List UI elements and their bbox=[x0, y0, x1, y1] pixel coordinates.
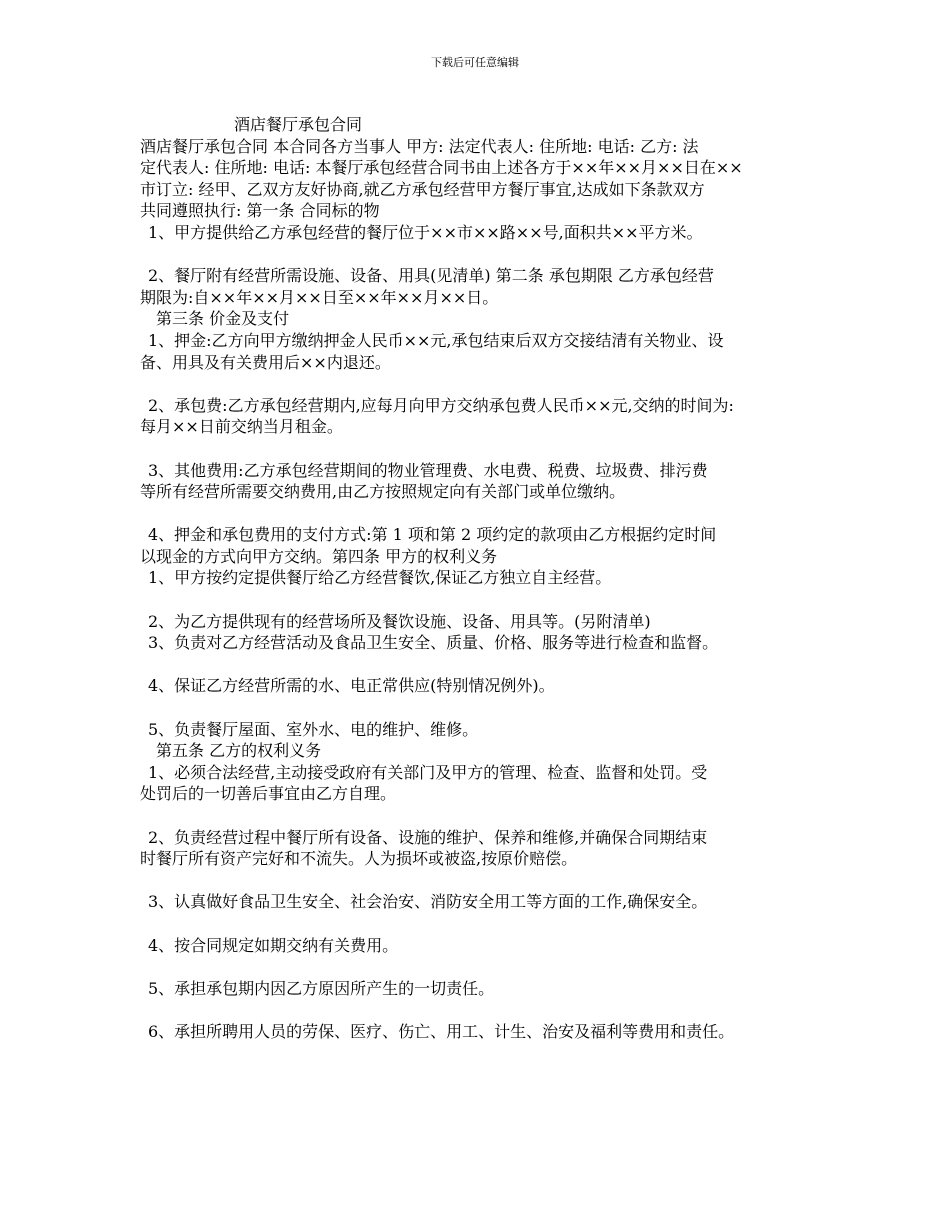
document-line: 定代表人: 住所地: 电话: 本餐厅承包经营合同书由上述各方于××年××月××日在×× bbox=[140, 158, 743, 178]
document-line: 备、用具及有关费用后××内退还。 bbox=[140, 352, 391, 372]
document-line: 第五条 乙方的权利义务 bbox=[156, 741, 322, 761]
document-line: 时餐厅所有资产完好和不流失。人为损坏或被盗,按原价赔偿。 bbox=[140, 849, 578, 869]
document-line: 每月××日前交纳当月租金。 bbox=[140, 417, 343, 437]
document-line: 以现金的方式向甲方交纳。第四条 甲方的权利义务 bbox=[140, 546, 498, 566]
document-line: 5、负责餐厅屋面、室外水、电的维护、维修。 bbox=[148, 719, 479, 739]
document-body bbox=[140, 114, 840, 1043]
document-line: 共同遵照执行: 第一条 合同标的物 bbox=[140, 201, 380, 221]
document-line: 1、甲方按约定提供餐厅给乙方经营餐饮,保证乙方独立自主经营。 bbox=[148, 568, 612, 588]
document-line: 4、保证乙方经营所需的水、电正常供应(特别情况例外)。 bbox=[148, 676, 555, 696]
document-line: 3、其他费用:乙方承包经营期间的物业管理费、水电费、税费、垃圾费、排污费 bbox=[148, 460, 708, 480]
document-line: 处罚后的一切善后事宜由乙方自理。 bbox=[140, 784, 397, 804]
document-line: 3、负责对乙方经营活动及食品卫生安全、质量、价格、服务等进行检查和监督。 bbox=[148, 633, 719, 653]
document-line: 第三条 价金及支付 bbox=[156, 309, 290, 329]
document-line: 2、负责经营过程中餐厅所有设备、设施的维护、保养和维修,并确保合同期结束 bbox=[148, 827, 708, 847]
page-header: 下载后可任意编辑 bbox=[431, 56, 519, 69]
document-title: 酒店餐厅承包合同 bbox=[234, 115, 363, 134]
document-line: 酒店餐厅承包合同 本合同各方当事人 甲方: 法定代表人: 住所地: 电话: 乙方: 法 bbox=[140, 136, 699, 156]
document-line: 4、押金和承包费用的支付方式:第 1 项和第 2 项约定的款项由乙方根据约定时间 bbox=[148, 525, 717, 545]
document-line: 2、承包费:乙方承包经营期内,应每月向甲方交纳承包费人民币××元,交纳的时间为: bbox=[148, 395, 734, 415]
document-line: 1、押金:乙方向甲方缴纳押金人民币××元,承包结束后双方交接结清有关物业、设 bbox=[148, 330, 724, 350]
document-line: 4、按合同规定如期交纳有关费用。 bbox=[148, 935, 399, 955]
document-line: 6、承担所聘用人员的劳保、医疗、伤亡、用工、计生、治安及福利等费用和责任。 bbox=[148, 1021, 735, 1041]
document-line: 等所有经营所需要交纳费用,由乙方按照规定向有关部门或单位缴纳。 bbox=[140, 482, 626, 502]
document-line: 1、必须合法经营,主动接受政府有关部门及甲方的管理、检查、监督和处罚。受 bbox=[148, 762, 708, 782]
document-line: 3、认真做好食品卫生安全、社会治安、消防安全用工等方面的工作,确保安全。 bbox=[148, 892, 708, 912]
document-line: 2、餐厅附有经营所需设施、设备、用具(见清单) 第二条 承包期限 乙方承包经营 bbox=[148, 266, 714, 286]
document-line: 2、为乙方提供现有的经营场所及餐饮设施、设备、用具等。(另附清单) bbox=[148, 611, 651, 631]
document-line: 5、承担承包期内因乙方原因所产生的一切责任。 bbox=[148, 978, 495, 998]
document-line: 市订立: 经甲、乙双方友好协商,就乙方承包经营甲方餐厅事宜,达成如下条款双方 bbox=[140, 179, 705, 199]
document-lines bbox=[140, 136, 840, 1043]
document-line: 期限为:自××年××月××日至××年××月××日。 bbox=[140, 287, 499, 307]
document-line: 1、甲方提供给乙方承包经营的餐厅位于××市××路××号,面积共××平方米。 bbox=[148, 222, 703, 242]
